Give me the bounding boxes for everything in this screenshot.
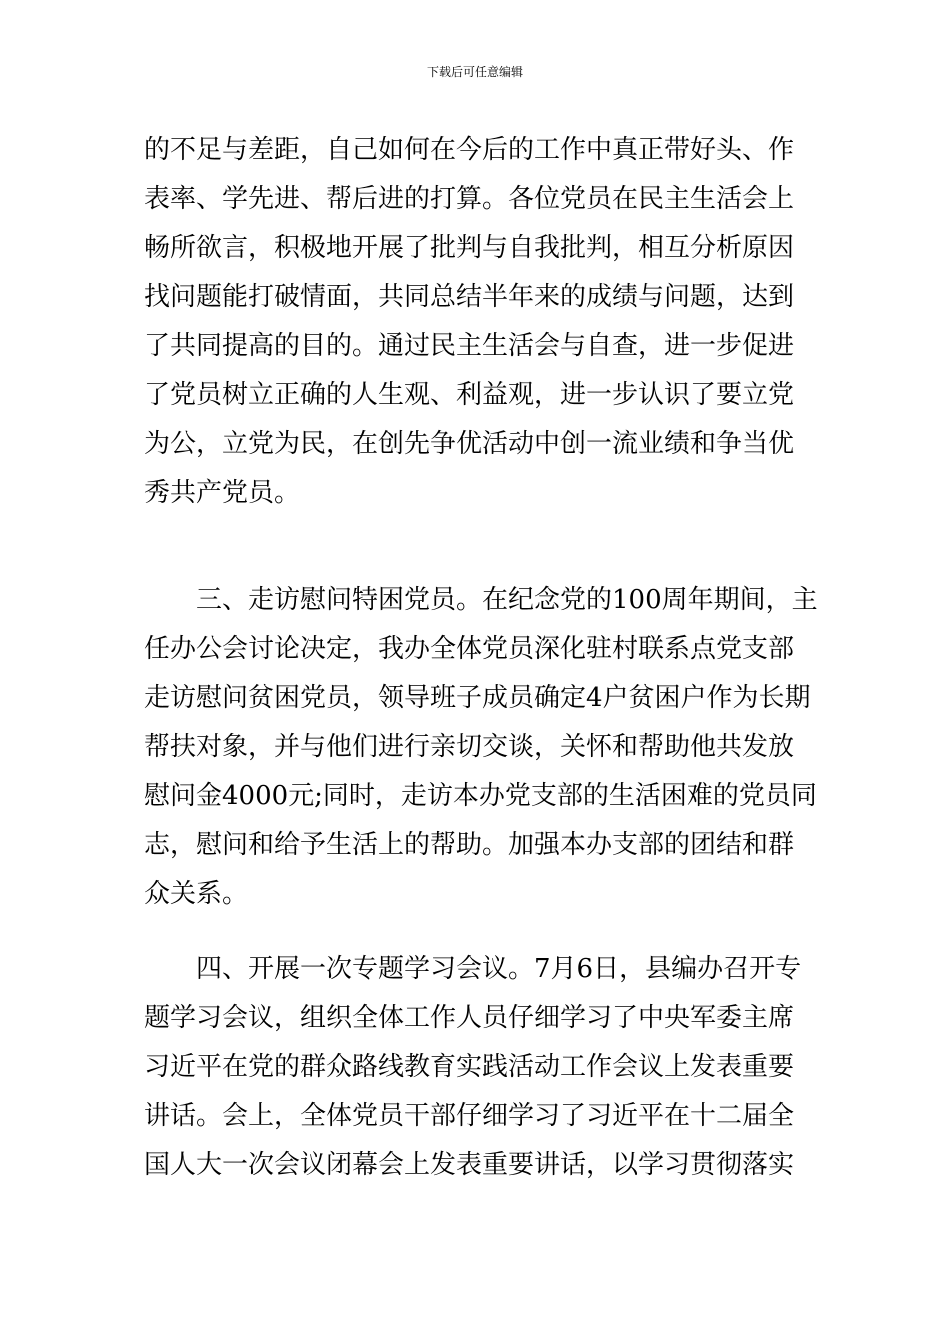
paragraph-3 xyxy=(144,945,810,1190)
paragraph-line: 帮扶对象，并与他们进行亲切交谈，关怀和帮助他共发放 xyxy=(144,732,795,762)
paragraph-line: 为公，立党为民，在创先争优活动中创一流业绩和争当优 xyxy=(144,429,795,459)
paragraph-line: 找问题能打破情面，共同总结半年来的成绩与问题，达到 xyxy=(144,282,795,312)
paragraph-line: 四、开展一次专题学习会议。7月6日，县编办召开专 xyxy=(196,954,802,984)
paragraph-line: 秀共产党员。 xyxy=(144,478,301,508)
paragraph-line: 任办公会讨论决定，我办全体党员深化驻村联系点党支部 xyxy=(144,634,795,664)
paragraph-line: 讲话。会上，全体党员干部仔细学习了习近平在十二届全 xyxy=(144,1101,795,1131)
paragraph-line: 国人大一次会议闭幕会上发表重要讲话，以学习贯彻落实 xyxy=(144,1150,795,1180)
paragraph-line: 三、走访慰问特困党员。在纪念党的100周年期间，主 xyxy=(196,585,818,615)
paragraph-line: 走访慰问贫困党员，领导班子成员确定4户贫困户作为长期 xyxy=(144,683,811,713)
paragraph-line: 志，慰问和给予生活上的帮助。加强本办支部的团结和群 xyxy=(144,830,795,860)
paragraph-line: 习近平在党的群众路线教育实践活动工作会议上发表重要 xyxy=(144,1052,795,1082)
paragraph-line: 众关系。 xyxy=(144,879,249,909)
paragraph-1 xyxy=(144,126,810,518)
paragraph-line: 的不足与差距，自己如何在今后的工作中真正带好头、作 xyxy=(144,135,795,165)
paragraph-line: 畅所欲言，积极地开展了批判与自我批判，相互分析原因 xyxy=(144,233,795,263)
paragraph-line: 表率、学先进、帮后进的打算。各位党员在民主生活会上 xyxy=(144,184,795,214)
paragraph-line: 题学习会议，组织全体工作人员仔细学习了中央军委主席 xyxy=(144,1003,795,1033)
paragraph-line: 了党员树立正确的人生观、利益观，进一步认识了要立党 xyxy=(144,380,795,410)
header-note: 下载后可任意编辑 xyxy=(426,65,523,79)
paragraph-line: 了共同提高的目的。通过民主生活会与自查，进一步促进 xyxy=(144,331,795,361)
paragraph-2 xyxy=(144,576,818,919)
paragraph-line: 慰问金4000元;同时，走访本办党支部的生活困难的党员同 xyxy=(144,781,817,811)
